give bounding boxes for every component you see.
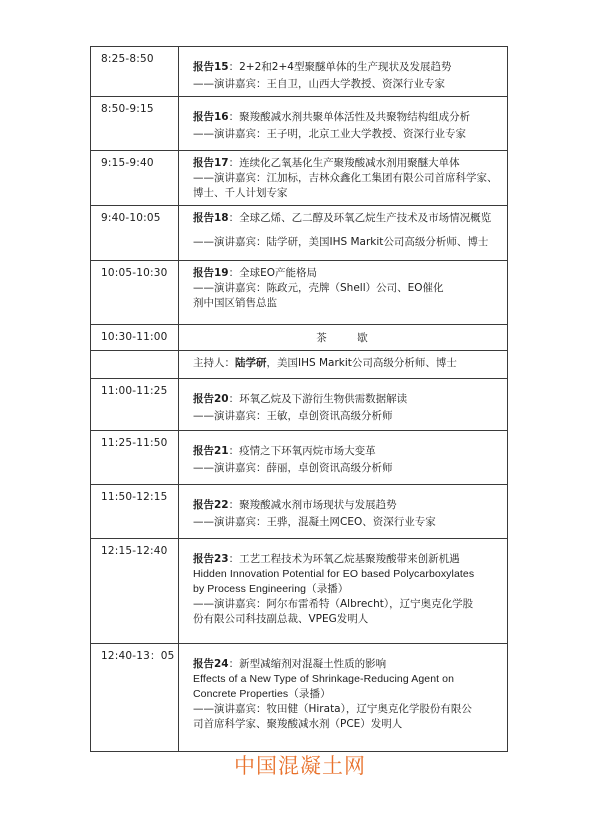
report-title: 报告24：新型减缩剂对混凝土性质的影响 [193, 658, 387, 670]
tea-break-row [91, 325, 508, 351]
site-watermark: 中国混凝土网 [234, 754, 366, 778]
host-cell [179, 351, 508, 379]
agenda-row [91, 539, 508, 644]
speaker-line: ——演讲嘉宾：王敏，卓创资讯高级分析师 [193, 410, 393, 422]
speaker-line-continued: 博士、千人计划专家 [193, 187, 288, 199]
speaker-line: ——演讲嘉宾：薛丽，卓创资讯高级分析师 [193, 462, 393, 474]
agenda-row [91, 431, 508, 485]
report-title: 报告19：全球EO产能格局 [193, 267, 318, 279]
tea-break-label: 茶 歇 [179, 325, 508, 351]
report-title: 报告16：聚羧酸减水剂共聚单体活性及共聚物结构组成分析 [193, 111, 471, 123]
agenda-row [91, 379, 508, 431]
agenda-row [91, 47, 508, 97]
report-cell [179, 97, 508, 151]
agenda-row [91, 261, 508, 325]
time-cell: 8:25-8:50 [91, 47, 179, 97]
time-cell-empty [91, 351, 179, 379]
speaker-line: ——演讲嘉宾：阿尔布雷希特（Albrecht），辽宁奥克化学股 [193, 598, 474, 610]
host-name: 陆学研 [235, 357, 267, 369]
agenda-row [91, 97, 508, 151]
english-title: Hidden Innovation Potential for EO based Polycarboxylates [193, 568, 475, 580]
speaker-line-continued: 份有限公司科技副总裁、VPEG发明人 [193, 613, 369, 625]
time-cell: 8:50-9:15 [91, 97, 179, 151]
report-cell [179, 206, 508, 261]
speaker-line: ——演讲嘉宾：王自卫，山西大学教授、资深行业专家 [193, 78, 445, 90]
speaker-line: ——演讲嘉宾：王子明，北京工业大学教授、资深行业专家 [193, 128, 466, 140]
report-title: 报告17：连续化乙氧基化生产聚羧酸减水剂用聚醚大单体 [193, 157, 460, 169]
speaker-line: ——演讲嘉宾：陈政元，壳牌（Shell）公司、EO催化 [193, 282, 444, 294]
time-cell: 11:25-11:50 [91, 431, 179, 485]
host-title: ，美国IHS Markit公司高级分析师、博士 [266, 357, 457, 369]
time-cell: 11:00-11:25 [91, 379, 179, 431]
report-title: 报告15：2+2和2+4型聚醚单体的生产现状及发展趋势 [193, 61, 452, 73]
report-title: 报告22：聚羧酸减水剂市场现状与发展趋势 [193, 499, 397, 511]
host-row [91, 351, 508, 379]
agenda-row [91, 644, 508, 752]
time-cell: 9:15-9:40 [91, 151, 179, 206]
report-cell [179, 47, 508, 97]
speaker-line: ——演讲嘉宾：王骅，混凝土网CEO、资深行业专家 [193, 516, 436, 528]
report-title: 报告23：工艺工程技术为环氧乙烷基聚羧酸带来创新机遇 [193, 553, 460, 565]
time-cell: 9:40-10:05 [91, 206, 179, 261]
speaker-line-continued: 剂中国区销售总监 [193, 297, 277, 309]
time-cell: 12:40-13：05 [91, 644, 179, 752]
time-cell: 12:15-12:40 [91, 539, 179, 644]
report-cell [179, 431, 508, 485]
report-title: 报告20：环氧乙烷及下游衍生物供需数据解读 [193, 393, 408, 405]
speaker-line: ——演讲嘉宾：陆学研，美国IHS Markit公司高级分析师、博士 [193, 236, 489, 248]
speaker-line: ——演讲嘉宾：牧田健（Hirata），辽宁奥克化学股份有限公 [193, 703, 472, 715]
report-cell [179, 644, 508, 752]
speaker-line: ——演讲嘉宾：江加标，吉林众鑫化工集团有限公司首席科学家、 [193, 172, 498, 184]
agenda-row [91, 151, 508, 206]
agenda-row [91, 206, 508, 261]
time-cell: 10:05-10:30 [91, 261, 179, 325]
report-cell [179, 379, 508, 431]
agenda-table [90, 46, 508, 752]
english-title-continued: Concrete Properties（录播） [193, 688, 331, 700]
report-cell [179, 261, 508, 325]
report-title: 报告21：疫情之下环氧丙烷市场大变革 [193, 445, 376, 457]
report-cell [179, 151, 508, 206]
agenda-row [91, 485, 508, 539]
time-cell: 11:50-12:15 [91, 485, 179, 539]
english-title: Effects of a New Type of Shrinkage-Reducing Agent on [193, 673, 455, 685]
time-cell: 10:30-11:00 [91, 325, 179, 351]
report-title: 报告18：全球乙烯、乙二醇及环氧乙烷生产技术及市场情况概览 [193, 212, 492, 224]
report-cell [179, 539, 508, 644]
host-prefix: 主持人： [193, 357, 235, 369]
english-title-continued: by Process Engineering（录播） [193, 583, 349, 595]
report-cell [179, 485, 508, 539]
speaker-line-continued: 司首席科学家、聚羧酸减水剂（PCE）发明人 [193, 718, 403, 730]
